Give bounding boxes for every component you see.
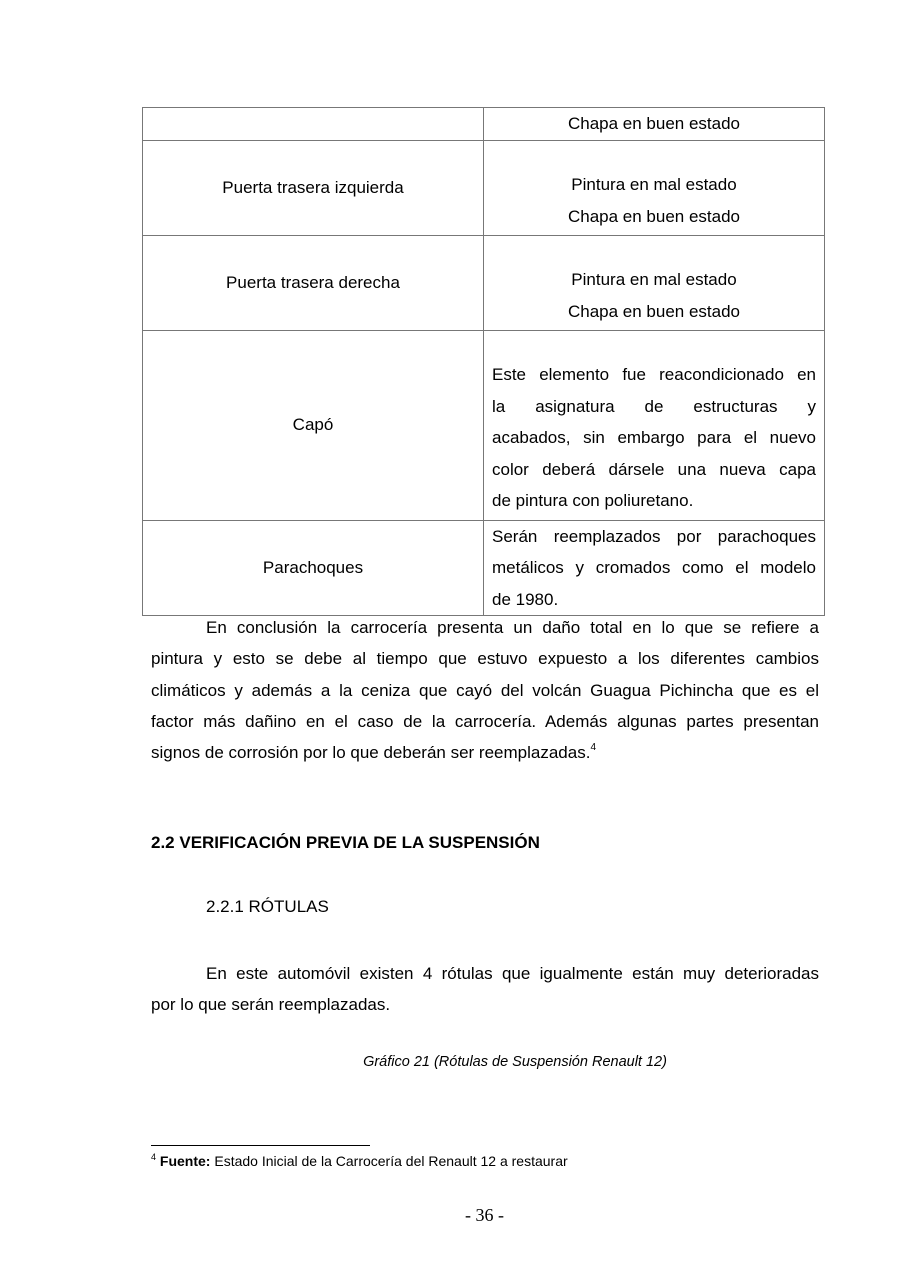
footnote-text: Estado Inicial de la Carrocería del Renault 12 a restaurar	[210, 1153, 568, 1169]
paragraph-line: factor más dañino en el caso de la carrocería. Además algunas partes presentan	[151, 711, 819, 731]
condition-line: de pintura con poliuretano.	[492, 491, 694, 511]
condition-line: metálicos y cromados como el modelo	[492, 558, 816, 577]
rotulas-paragraph	[151, 958, 819, 1021]
footnote	[151, 1153, 568, 1169]
condition-cell	[484, 235, 825, 330]
component-cell: Puerta trasera derecha	[143, 235, 484, 330]
conclusion-paragraph	[151, 612, 819, 768]
component-cell: Puerta trasera izquierda	[143, 140, 484, 235]
table-row	[143, 330, 825, 520]
condition-line: Serán reemplazados por parachoques	[492, 526, 816, 546]
table-row	[143, 140, 825, 235]
condition-cell	[484, 330, 825, 520]
condition-line: Chapa en buen estado	[567, 301, 741, 321]
footnote-separator	[151, 1145, 370, 1146]
paragraph-line: En conclusión la carrocería presenta un daño total en lo que se refiere a	[206, 618, 819, 637]
body-inspection-table	[142, 107, 825, 616]
component-cell: Capó	[143, 330, 484, 520]
condition-line: Chapa en buen estado	[567, 114, 741, 133]
component-cell	[143, 108, 484, 141]
footnote-label: Fuente:	[159, 1153, 211, 1169]
paragraph-line-text: signos de corrosión por lo que deberán ser reemplazadas.	[151, 743, 591, 763]
condition-line: Este elemento fue reacondicionado en	[492, 365, 816, 385]
condition-line: Chapa en buen estado	[567, 206, 741, 226]
figure-caption: Gráfico 21 (Rótulas de Suspensión Renault 12)	[363, 1054, 667, 1070]
footnote-reference[interactable]: 4	[590, 742, 596, 754]
condition-line: Pintura en mal estado	[571, 270, 737, 289]
condition-line: Pintura en mal estado	[571, 175, 737, 194]
paragraph-line: En este automóvil existen 4 rótulas que igualmente están muy deterioradas	[206, 964, 819, 983]
table-row	[143, 108, 825, 141]
condition-line: color deberá dársele una nueva capa	[492, 459, 816, 479]
component-cell: Parachoques	[143, 520, 484, 616]
paragraph-line	[151, 737, 819, 768]
condition-cell	[484, 520, 825, 616]
section-heading: 2.2 VERIFICACIÓN PREVIA DE LA SUSPENSIÓN	[151, 833, 540, 852]
condition-line: acabados, sin embargo para el nuevo	[492, 428, 816, 448]
page-number: - 36 -	[465, 1205, 504, 1225]
condition-line: la asignatura de estructuras y	[492, 396, 816, 416]
paragraph-line: pintura y esto se debe al tiempo que estuvo expuesto a los diferentes cambios	[151, 649, 819, 669]
paragraph-line: climáticos y además a la ceniza que cayó del volcán Guagua Pichincha que es el	[151, 680, 819, 700]
table-row	[143, 235, 825, 330]
paragraph-line: por lo que serán reemplazadas.	[151, 995, 391, 1015]
condition-cell	[484, 108, 825, 141]
table-row	[143, 520, 825, 616]
subsection-heading: 2.2.1 RÓTULAS	[206, 897, 329, 916]
condition-line: de 1980.	[492, 589, 559, 609]
condition-cell	[484, 140, 825, 235]
footnote-number: 4	[151, 1152, 157, 1162]
